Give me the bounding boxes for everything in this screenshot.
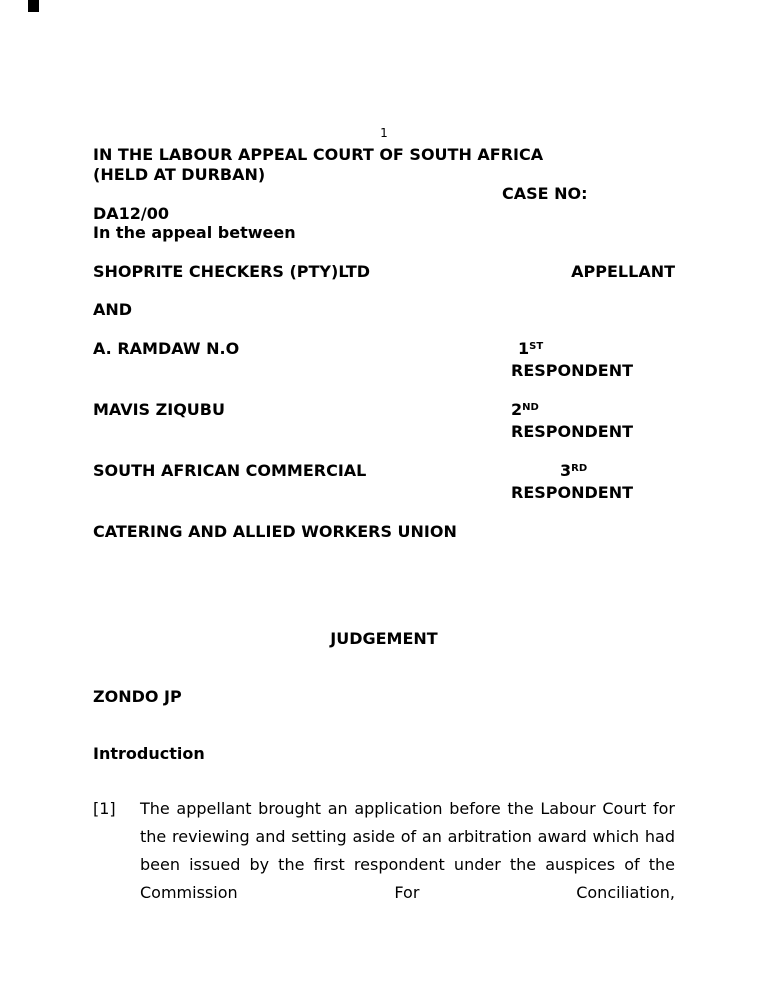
ordinal-number: 2 [511, 399, 523, 419]
respondent-row-3 [93, 461, 675, 503]
case-number: DA12/00 [93, 203, 170, 223]
respondent-2-name: MAVIS ZIQUBU [93, 399, 225, 419]
respondent-1-role: RESPONDENT [511, 361, 634, 380]
appellant-row [93, 262, 675, 282]
paragraph-1-number: [1] [93, 798, 116, 818]
appellant-name: SHOPRITE CHECKERS (PTY)LTD [93, 261, 371, 281]
respondent-continuation: CATERING AND ALLIED WORKERS UNION [93, 521, 457, 541]
respondent-1-ordinal [511, 339, 675, 362]
respondent-2-role: RESPONDENT [511, 422, 634, 441]
appellant-role: APPELLANT [571, 261, 675, 281]
judge-name: ZONDO JP [93, 686, 182, 706]
respondent-2-ordinal [511, 400, 675, 423]
ordinal-suffix: ST [529, 340, 544, 352]
respondent-3-name: SOUTH AFRICAN COMMERCIAL [93, 460, 367, 480]
section-heading-introduction: Introduction [93, 744, 205, 763]
respondent-1-name: A. RAMDAW N.O [93, 338, 240, 358]
conjunction-and: AND [93, 300, 133, 319]
ordinal-suffix: ND [522, 401, 539, 413]
respondent-row-2 [93, 400, 675, 442]
respondent-continuation-row [93, 522, 675, 542]
scan-artifact [28, 0, 39, 12]
respondent-2-role-block [511, 400, 675, 442]
respondent-row-1 [93, 339, 675, 381]
paragraph-1-text: The appellant brought an application before the Labour Court for the reviewing and setting aside of an arbitration award which had been issued by the first respondent under the auspices of the Commission For Conciliation, [140, 798, 675, 902]
ordinal-number: 1 [518, 338, 530, 358]
appeal-between-line: In the appeal between [93, 223, 296, 242]
page-number: 1 [380, 126, 388, 140]
paragraph-1 [93, 795, 675, 907]
ordinal-number: 3 [560, 460, 572, 480]
respondent-3-ordinal [511, 461, 675, 484]
judgment-title: JUDGEMENT [330, 629, 438, 648]
court-title-line1: IN THE LABOUR APPEAL COURT OF SOUTH AFRICA [93, 145, 544, 164]
case-no-label: CASE NO: [502, 184, 588, 203]
respondent-3-role-block [511, 461, 675, 503]
court-title-line2: (HELD AT DURBAN) [93, 164, 266, 184]
respondent-3-role: RESPONDENT [511, 483, 634, 502]
ordinal-suffix: RD [571, 462, 588, 474]
respondent-1-role-block [511, 339, 675, 381]
